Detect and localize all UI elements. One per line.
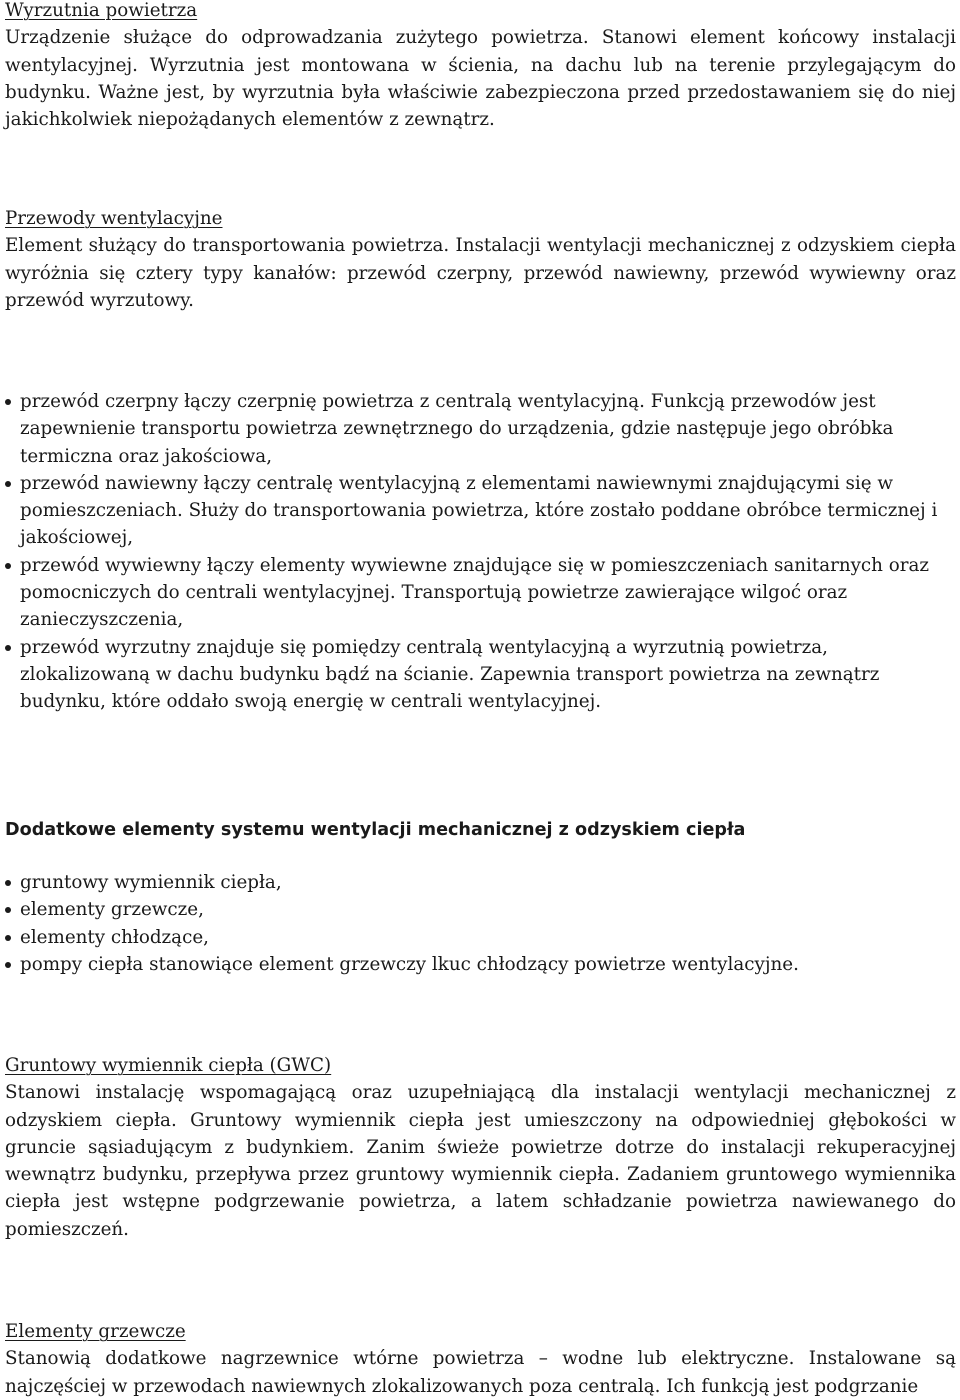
section-przewody (5, 205, 956, 314)
list-item (5, 552, 956, 634)
list-item (5, 869, 956, 896)
section-dodatkowe-heading (5, 817, 956, 844)
paragraph-grzewcze: Stanowią dodatkowe nagrzewnice wtórne powietrza – wodne lub elektryczne. Instalowane są najczęściej w przewodach nawiewnych zlokalizowanych poza centralą. Ich funkcją jest podgrzanie (5, 1348, 956, 1397)
bullet-icon (5, 481, 11, 487)
heading-gwc: Gruntowy wymiennik ciepła (GWC) (5, 1055, 332, 1076)
dodatkowe-list (5, 869, 956, 978)
heading-dodatkowe: Dodatkowe elementy systemu wentylacji mechanicznej z odzyskiem ciepła (5, 820, 746, 840)
list-item-text: elementy grzewcze, (20, 899, 204, 921)
list-item-text: przewód wyrzutny znajduje się pomiędzy centralą wentylacyjną a wyrzutnią powietrza, zlokalizowaną w dachu budynku bądź na ścianie. Zapewnia transport powietrza na zewnątrz budynku, które oddało swoją energię w centrali wentylacyjnej. (20, 636, 880, 713)
list-item (5, 388, 956, 470)
bullet-icon (5, 907, 11, 913)
list-item (5, 634, 956, 716)
bullet-icon (5, 399, 11, 405)
section-dodatkowe-list (5, 869, 956, 978)
heading-grzewcze: Elementy grzewcze (5, 1321, 186, 1342)
przewody-list (5, 388, 956, 716)
paragraph-gwc: Stanowi instalację wspomagającą oraz uzupełniającą dla instalacji wentylacji mechanicznej z odzyskiem ciepła. Gruntowy wymiennik ciepła jest umieszczony na odpowiedniej głębokości w gruncie sąsiadującym z budynkiem. Zanim świeże powietrze dotrze do instalacji rekuperacyjnej wewnątrz budynku, przepływa przez gruntowy wymiennik ciepła. Zadaniem gruntowego wymiennika ciepła jest wstępne podgrzewanie powietrza, a latem schładzanie powietrza nawiewanego do pomieszczeń. (5, 1082, 956, 1240)
list-item-text: przewód czerpny łączy czerpnię powietrza z centralą wentylacyjną. Funkcją przewodów jest zapewnienie transportu powietrza zewnętrznego do urządzenia, gdzie następuje jego obróbka termiczna oraz jakościowa, (20, 391, 894, 467)
list-item-text: przewód nawiewny łączy centralę wentylacyjną z elementami nawiewnymi znajdującymi się w pomieszczeniach. Służy do transportowania powietrza, które zostało poddane obróbce termicznej i jakościowej, (20, 472, 938, 549)
list-item (5, 896, 956, 923)
list-item-text: pompy ciepła stanowiące element grzewczy lkuc chłodzący powietrze wentylacyjne. (20, 953, 799, 975)
section-gwc (5, 1052, 956, 1243)
list-item-text: gruntowy wymiennik ciepła, (20, 872, 282, 893)
bullet-icon (5, 645, 11, 651)
paragraph-przewody: Element służący do transportowania powietrza. Instalacji wentylacji mechanicznej z odzyskiem ciepła wyróżnia się cztery typy kanałów: przewód czerpny, przewód nawiewny, przewód wywiewny oraz przewód wyrzutowy. (5, 235, 956, 311)
section-przewody-list (5, 388, 956, 716)
bullet-icon (5, 962, 11, 968)
heading-przewody: Przewody wentylacyjne (5, 208, 223, 229)
bullet-icon (5, 880, 11, 886)
list-item (5, 951, 956, 978)
heading-wyrzutnia: Wyrzutnia powietrza (5, 0, 198, 21)
list-item (5, 470, 956, 552)
paragraph-wyrzutnia: Urządzenie służące do odprowadzania zużytego powietrza. Stanowi element końcowy instalacji wentylacyjnej. Wyrzutnia jest montowana w ścienia, na dachu lub na terenie przylegającym do budynku. Ważne jest, by wyrzutnia była właściwie zabezpieczona przed przedostawaniem się do niej jakichkolwiek niepożądanych elementów z zewnątrz. (5, 27, 956, 131)
list-item-text: elementy chłodzące, (20, 926, 209, 948)
section-wyrzutnia (5, 0, 956, 133)
bullet-icon (5, 563, 11, 569)
section-grzewcze (5, 1318, 956, 1400)
bullet-icon (5, 935, 11, 941)
list-item-text: przewód wywiewny łączy elementy wywiewne znajdujące się w pomieszczeniach sanitarnych oraz pomocniczych do centrali wentylacyjnej. Transportują powietrze zawierające wilgoć oraz zanieczyszczenia, (20, 554, 930, 631)
list-item (5, 924, 956, 951)
